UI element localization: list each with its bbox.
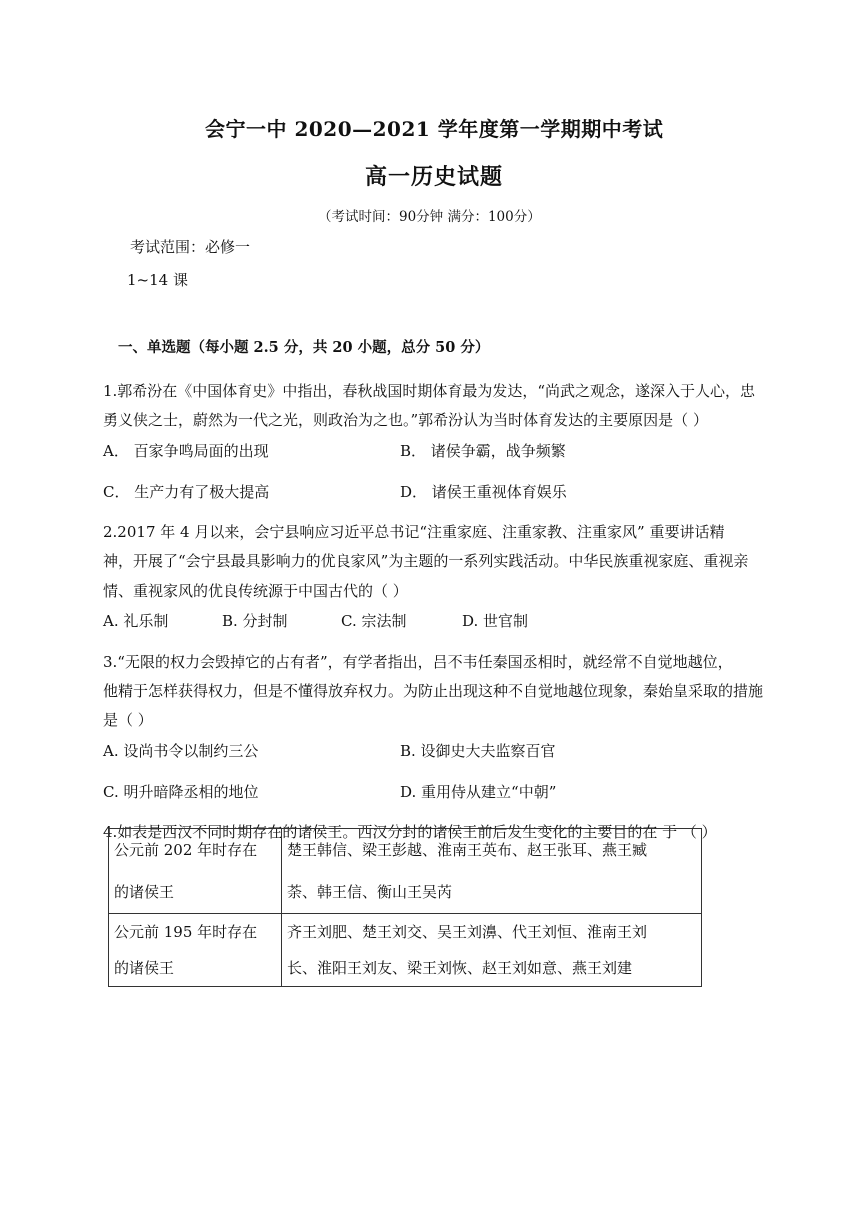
question-3-option-d: D. 重用侍从建立“中朝” bbox=[400, 783, 557, 801]
table-row bbox=[109, 914, 702, 987]
question-1-option-a: A． 百家争鸣局面的出现 bbox=[103, 442, 269, 460]
exam-subtitle: 高一历史试题 bbox=[365, 164, 504, 190]
question-4-line-1: 4.如表是西汉不同时期存在的诸侯王。西汉分封的诸侯王前后发生变化的主要目的在 于 （ ） bbox=[103, 823, 717, 841]
question-3-option-b: B. 设御史大夫监察百官 bbox=[400, 742, 556, 760]
question-2-line-3: 情、重视家风的优良传统源于中国古代的（ ） bbox=[103, 582, 408, 600]
exam-scope: 考试范围：必修一 bbox=[130, 238, 251, 256]
question-2-line-2: 神，开展了“会宁县最具影响力的优良家风”为主题的一系列实践活动。中华民族重视家庭、重视亲 bbox=[103, 552, 749, 570]
question-3-option-a: A. 设尚书令以制约三公 bbox=[103, 742, 259, 760]
exam-info: （考试时间：90分钟 满分：100分） bbox=[318, 209, 541, 225]
question-1-line-2: 勇义侠之士，蔚然为一代之光，则政治为之也。”郭希汾认为当时体育发达的主要原因是（ ） bbox=[103, 411, 708, 429]
question-1-option-d: D． 诸侯王重视体育娱乐 bbox=[400, 483, 567, 501]
question-3-line-1: 3.“无限的权力会毁掉它的占有者”，有学者指出，吕不韦任秦国丞相时，就经常不自觉地越位， bbox=[103, 653, 733, 671]
vassal-kings-table bbox=[108, 828, 702, 987]
question-3-option-c: C. 明升暗降丞相的地位 bbox=[103, 783, 259, 801]
table-cell-period: 公元前 202 年时存在 的诸侯王 bbox=[109, 829, 282, 914]
table-cell-period: 公元前 195 年时存在 的诸侯王 bbox=[109, 914, 282, 987]
exam-title: 会宁一中 2020—2021 学年度第一学期期中考试 bbox=[205, 117, 664, 141]
table-cell-kings: 楚王韩信、梁王彭越、淮南王英布、赵王张耳、燕王臧 荼、韩王信、衡山王吴芮 bbox=[282, 829, 702, 914]
question-3-line-2: 他精于怎样获得权力，但是不懂得放弃权力。为防止出现这种不自觉地越位现象，秦始皇采取的措施 bbox=[103, 682, 764, 700]
question-2-option-a: A. 礼乐制 bbox=[103, 612, 169, 630]
question-2-line-1: 2.2017 年 4 月以来，会宁县响应习近平总书记“注重家庭、注重家教、注重家风” 重要讲话精 bbox=[103, 523, 725, 541]
question-1-option-c: C． 生产力有了极大提高 bbox=[103, 483, 270, 501]
question-2-option-c: C. 宗法制 bbox=[341, 612, 407, 630]
question-2-option-d: D. 世官制 bbox=[462, 612, 529, 630]
question-1-line-1: 1.郭希汾在《中国体育史》中指出，春秋战国时期体育最为发达，“尚武之观念，遂深入于人心，忠 bbox=[103, 382, 755, 400]
question-3-line-3: 是（ ） bbox=[103, 711, 153, 729]
table-row bbox=[109, 829, 702, 914]
section-heading: 一、单选题（每小题 2.5 分，共 20 小题，总分 50 分） bbox=[118, 339, 490, 356]
exam-scope-lessons: 1~14 课 bbox=[127, 271, 188, 289]
table-cell-kings: 齐王刘肥、楚王刘交、吴王刘濞、代王刘恒、淮南王刘 长、淮阳王刘友、梁王刘恢、赵王刘如意、燕王刘建 bbox=[282, 914, 702, 987]
question-1-option-b: B． 诸侯争霸，战争频繁 bbox=[400, 442, 566, 460]
question-2-option-b: B. 分封制 bbox=[222, 612, 288, 630]
